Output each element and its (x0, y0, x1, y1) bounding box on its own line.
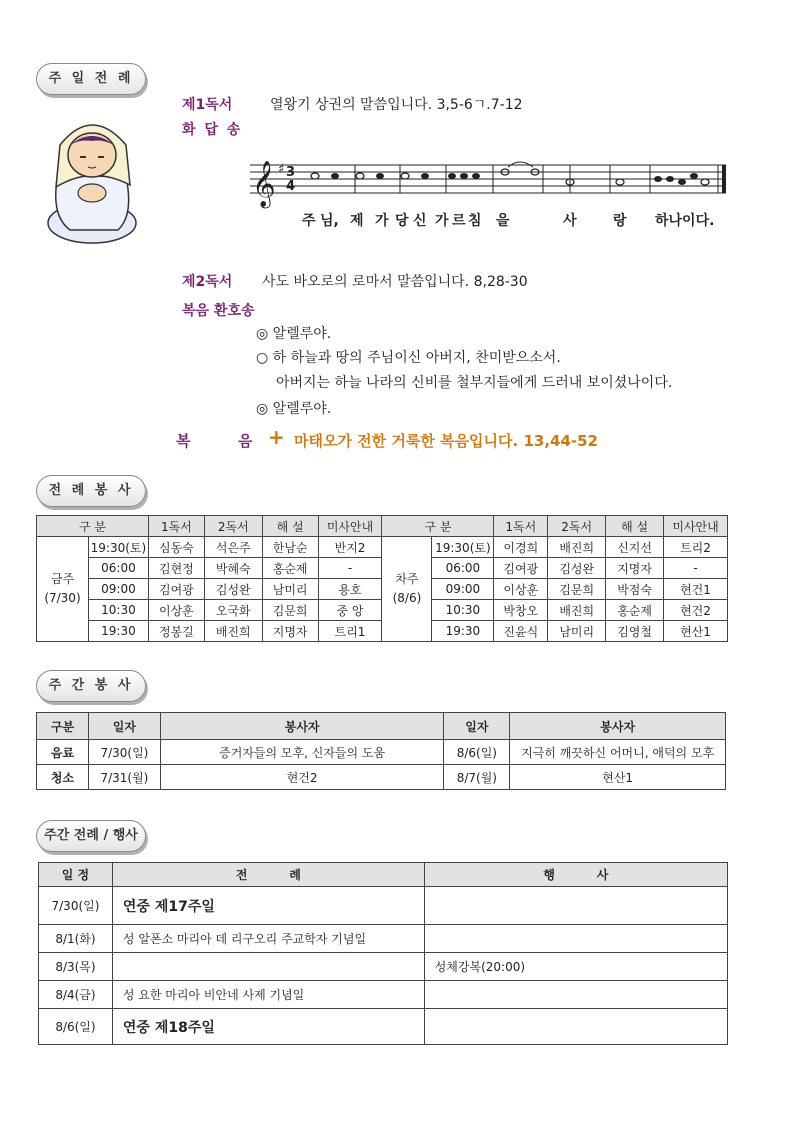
header-category: 구분 (37, 713, 89, 740)
reading1-label: 제1독서 (182, 97, 233, 113)
table-cell: 7/30(일) (88, 740, 160, 765)
header-date: 일자 (88, 713, 160, 740)
header-reading2: 2독서 (204, 516, 262, 537)
table-cell: 지명자 (262, 621, 318, 642)
table-cell: 김문희 (548, 579, 606, 600)
table-cell: 현산1 (664, 621, 728, 642)
table-row (39, 953, 728, 981)
liturgy-service-table (36, 515, 728, 642)
svg-text:사: 사 (563, 213, 577, 229)
header-category: 구 분 (382, 516, 494, 537)
table-cell: 이상훈 (494, 579, 548, 600)
table-cell: 용호 (318, 579, 382, 600)
table-cell: 09:00 (88, 579, 148, 600)
header-mass-guide: 미사안내 (664, 516, 728, 537)
table-cell: 연중 제18주일 (112, 1009, 424, 1045)
table-cell: 성 요한 마리아 비안네 사제 기념일 (112, 981, 424, 1009)
gospel-text: 마태오가 전한 거룩한 복음입니다. 13,44-52 (294, 432, 598, 450)
header-mass-guide: 미사안내 (318, 516, 382, 537)
praying-girl-illustration (30, 105, 150, 245)
table-row (37, 740, 726, 765)
psalm-music-staff (250, 145, 730, 235)
table-cell: 석은주 (204, 537, 262, 558)
acclamation-line-3: 아버지는 하늘 나라의 신비를 철부지들에게 드러내 보이셨나이다. (276, 375, 673, 391)
table-cell: 19:30 (432, 621, 494, 642)
table-cell: 김현정 (148, 558, 204, 579)
header-reading2: 2독서 (548, 516, 606, 537)
svg-text:주: 주 (302, 213, 316, 229)
table-cell: 8/6(일) (444, 740, 510, 765)
table-cell: 지극히 깨끗하신 어머니, 애덕의 모후 (510, 740, 726, 765)
table-cell: 김여광 (148, 579, 204, 600)
section-title-liturgy-service: 전 례 봉 사 (36, 475, 146, 507)
svg-text:가: 가 (435, 213, 449, 229)
gospel-label-2: 음 (238, 432, 253, 450)
svg-text:3: 3 (286, 165, 296, 180)
table-cell: 8/3(목) (39, 953, 113, 981)
table-cell: 19:30(토) (432, 537, 494, 558)
table-cell: 배진희 (548, 600, 606, 621)
table-cell: 트리2 (664, 537, 728, 558)
table-cell: 김여광 (494, 558, 548, 579)
acclamation-line-1: ◎ 알렐루야. (256, 326, 332, 342)
header-reading1: 1독서 (494, 516, 548, 537)
table-cell: 7/31(월) (88, 765, 160, 790)
table-row (39, 981, 728, 1009)
section-title-weekly-events: 주간 전례 / 행사 (36, 820, 146, 852)
table-cell: 성체강복(20:00) (424, 953, 727, 981)
header-volunteers: 봉사자 (160, 713, 444, 740)
group-this-week: 금주 (7/30) (37, 537, 89, 642)
acclamation-line-2: ○ 하 하늘과 땅의 주님이신 아버지, 찬미받으소서. (256, 350, 561, 366)
table-header-row (37, 516, 728, 537)
svg-text:님,: 님, (320, 213, 339, 229)
table-cell: 8/1(화) (39, 925, 113, 953)
svg-text:제: 제 (350, 213, 364, 229)
table-cell: 반지2 (318, 537, 382, 558)
table-cell: 심동숙 (148, 537, 204, 558)
table-cell: 배진희 (548, 537, 606, 558)
table-cell: 트리1 (318, 621, 382, 642)
table-row (39, 925, 728, 953)
table-cell (424, 981, 727, 1009)
svg-text:침: 침 (468, 213, 482, 229)
table-cell: 현건1 (664, 579, 728, 600)
table-cell: 음료 (37, 740, 89, 765)
table-cell: 김영철 (606, 621, 664, 642)
reading2-label: 제2독서 (182, 274, 233, 290)
cross-icon: + (268, 425, 285, 449)
table-row (39, 887, 728, 925)
header-liturgy: 전 례 (112, 863, 424, 887)
table-cell: 오국화 (204, 600, 262, 621)
header-schedule: 일 정 (39, 863, 113, 887)
header-volunteers: 봉사자 (510, 713, 726, 740)
weekly-events-table (38, 862, 728, 1045)
header-date: 일자 (444, 713, 510, 740)
table-cell: 10:30 (88, 600, 148, 621)
svg-text:당: 당 (395, 213, 409, 229)
table-cell (424, 1009, 727, 1045)
svg-text:𝄞: 𝄞 (252, 161, 276, 207)
reading2-text: 사도 바오로의 로마서 말씀입니다. 8,28-30 (262, 274, 528, 290)
group-next-week: 차주 (8/6) (382, 537, 432, 642)
table-row (39, 1009, 728, 1045)
section-title-sunday-liturgy: 주 일 전 례 (36, 63, 146, 95)
reading1-text: 열왕기 상권의 말씀입니다. 3,5-6ㄱ.7-12 (270, 97, 523, 113)
table-cell: 배진희 (204, 621, 262, 642)
acclamation-label: 복음 환호송 (182, 303, 255, 319)
table-cell: 남미리 (548, 621, 606, 642)
table-cell: 현건2 (160, 765, 444, 790)
header-reading1: 1독서 (148, 516, 204, 537)
table-cell: 홍순제 (606, 600, 664, 621)
table-cell: 현건2 (664, 600, 728, 621)
svg-text:을: 을 (496, 213, 510, 229)
table-cell: 이상훈 (148, 600, 204, 621)
table-cell: 김성완 (204, 579, 262, 600)
table-cell: 8/7(월) (444, 765, 510, 790)
table-cell (112, 953, 424, 981)
table-cell: 한남순 (262, 537, 318, 558)
header-category: 구 분 (37, 516, 149, 537)
svg-text:가: 가 (375, 213, 389, 229)
table-cell: 10:30 (432, 600, 494, 621)
table-cell (424, 925, 727, 953)
gospel-label-1: 복 (176, 432, 191, 450)
table-cell: 신지선 (606, 537, 664, 558)
header-events: 행 사 (424, 863, 727, 887)
svg-text:신: 신 (413, 213, 427, 229)
table-cell: 박점숙 (606, 579, 664, 600)
table-cell (424, 887, 727, 925)
table-cell: 지명자 (606, 558, 664, 579)
psalm-label: 화 답 송 (182, 122, 243, 138)
svg-text:하나이다.: 하나이다. (655, 213, 715, 229)
weekly-service-table (36, 712, 726, 790)
section-title-weekly-service: 주 간 봉 사 (36, 670, 146, 702)
table-cell: 8/4(금) (39, 981, 113, 1009)
table-cell: - (318, 558, 382, 579)
table-cell: 청소 (37, 765, 89, 790)
table-cell: 중 앙 (318, 600, 382, 621)
table-cell: 연중 제17주일 (112, 887, 424, 925)
table-cell: 06:00 (432, 558, 494, 579)
table-cell: 정봉길 (148, 621, 204, 642)
table-header-row (39, 863, 728, 887)
svg-text:랑: 랑 (613, 213, 627, 229)
svg-text:르: 르 (452, 213, 466, 229)
svg-text:4: 4 (286, 179, 296, 194)
header-commentary: 해 설 (262, 516, 318, 537)
table-cell: 홍순제 (262, 558, 318, 579)
table-cell: 09:00 (432, 579, 494, 600)
table-cell: 19:30(토) (88, 537, 148, 558)
table-cell: 남미리 (262, 579, 318, 600)
table-row (37, 765, 726, 790)
header-commentary: 해 설 (606, 516, 664, 537)
table-header-row (37, 713, 726, 740)
table-cell: 진윤식 (494, 621, 548, 642)
table-cell: 7/30(일) (39, 887, 113, 925)
table-row (37, 537, 728, 558)
svg-text:♯: ♯ (278, 162, 285, 177)
table-cell: 박혜숙 (204, 558, 262, 579)
table-cell: 현산1 (510, 765, 726, 790)
table-cell: 김문희 (262, 600, 318, 621)
acclamation-line-4: ◎ 알렐루야. (256, 401, 332, 417)
table-cell: 김성완 (548, 558, 606, 579)
table-cell: 성 알폰소 마리아 데 리구오리 주교학자 기념일 (112, 925, 424, 953)
table-cell: - (664, 558, 728, 579)
table-cell: 8/6(일) (39, 1009, 113, 1045)
table-cell: 19:30 (88, 621, 148, 642)
table-cell: 박창오 (494, 600, 548, 621)
table-cell: 이경희 (494, 537, 548, 558)
table-cell: 06:00 (88, 558, 148, 579)
table-cell: 증거자들의 모후, 신자들의 도움 (160, 740, 444, 765)
